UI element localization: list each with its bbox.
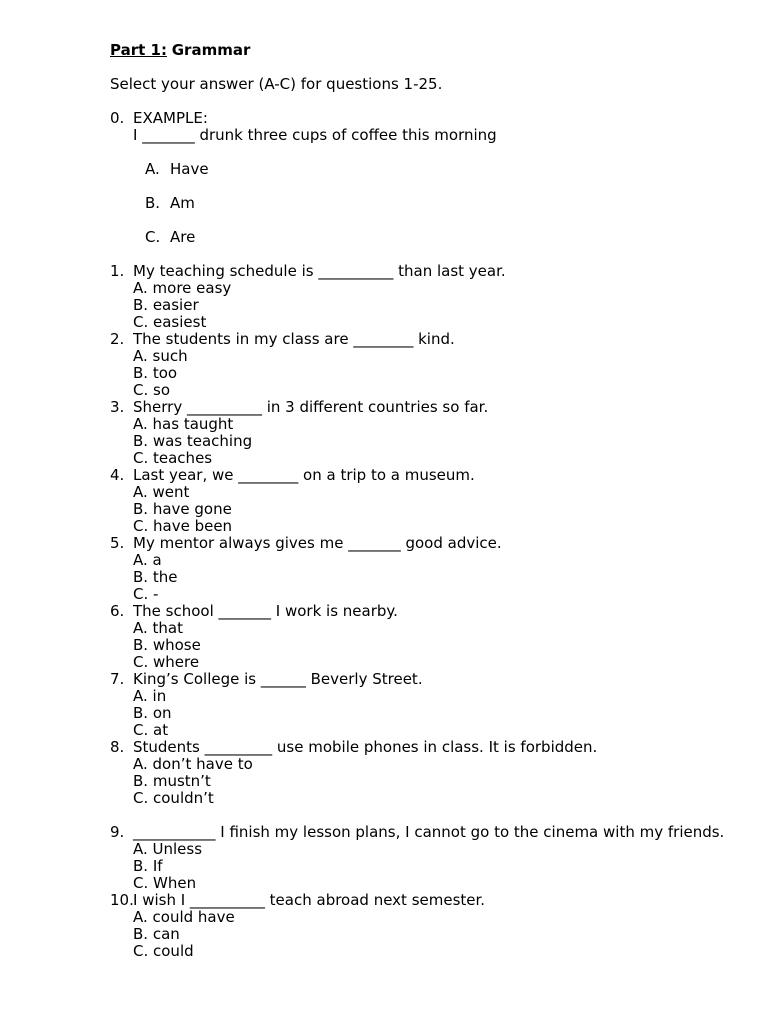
answer-option: B. mustn’t bbox=[133, 772, 211, 790]
answer-option: C. easiest bbox=[133, 313, 207, 331]
question-text: ___________ I finish my lesson plans, I cannot go to the cinema with my friends. bbox=[133, 823, 725, 841]
question-text: My mentor always gives me _______ good advice. bbox=[133, 534, 502, 552]
answer-option: C. so bbox=[133, 381, 171, 399]
question-number: 7. bbox=[110, 670, 125, 688]
answer-option: A. such bbox=[133, 347, 188, 365]
question-number: 4. bbox=[110, 466, 125, 484]
question-number: 10. bbox=[110, 891, 134, 909]
question-number: 9. bbox=[110, 823, 125, 841]
answer-option: A. Unless bbox=[133, 840, 203, 858]
question-7 bbox=[110, 671, 750, 739]
example-text: I _______ drunk three cups of coffee this morning bbox=[133, 126, 497, 144]
document-page bbox=[110, 42, 750, 960]
answer-option: C. at bbox=[133, 721, 169, 739]
question-number: 5. bbox=[110, 534, 125, 552]
answer-option: B. If bbox=[133, 857, 163, 875]
instructions: Select your answer (A-C) for questions 1-25. bbox=[110, 75, 443, 93]
answer-option: B. whose bbox=[133, 636, 201, 654]
question-text: My teaching schedule is __________ than last year. bbox=[133, 262, 506, 280]
answer-option: A. has taught bbox=[133, 415, 234, 433]
question-9 bbox=[110, 824, 750, 892]
answer-option: B. easier bbox=[133, 296, 199, 314]
answer-option: C. When bbox=[133, 874, 197, 892]
answer-option: C. where bbox=[133, 653, 200, 671]
answer-option: A. that bbox=[133, 619, 183, 637]
answer-option: B. have gone bbox=[133, 500, 232, 518]
question-1 bbox=[110, 263, 750, 331]
answer-option: B. too bbox=[133, 364, 178, 382]
example-label: EXAMPLE: bbox=[133, 109, 208, 127]
part-heading bbox=[110, 42, 750, 59]
question-4 bbox=[110, 467, 750, 535]
answer-option: A. in bbox=[133, 687, 167, 705]
question-6 bbox=[110, 603, 750, 671]
answer-option: C. have been bbox=[133, 517, 233, 535]
example-option: C. Are bbox=[145, 228, 196, 246]
answer-option: A. more easy bbox=[133, 279, 232, 297]
answer-option: A. went bbox=[133, 483, 190, 501]
question-number: 6. bbox=[110, 602, 125, 620]
question-number: 3. bbox=[110, 398, 125, 416]
question-text: Sherry __________ in 3 different countries so far. bbox=[133, 398, 489, 416]
question-number: 1. bbox=[110, 262, 125, 280]
answer-option: C. teaches bbox=[133, 449, 213, 467]
question-text: Last year, we ________ on a trip to a museum. bbox=[133, 466, 475, 484]
answer-option: C. could bbox=[133, 942, 194, 960]
example-option: A. Have bbox=[145, 160, 209, 178]
answer-option: B. was teaching bbox=[133, 432, 253, 450]
example-question bbox=[110, 110, 750, 246]
answer-option: C. couldn’t bbox=[133, 789, 214, 807]
question-3 bbox=[110, 399, 750, 467]
answer-option: B. the bbox=[133, 568, 178, 586]
question-10 bbox=[110, 892, 750, 960]
answer-option: A. don’t have to bbox=[133, 755, 253, 773]
question-text: King’s College is ______ Beverly Street. bbox=[133, 670, 423, 688]
answer-option: A. a bbox=[133, 551, 162, 569]
question-number: 2. bbox=[110, 330, 125, 348]
part-label: Part 1: bbox=[110, 41, 167, 59]
example-option: B. Am bbox=[145, 194, 195, 212]
question-8 bbox=[110, 739, 750, 807]
question-2 bbox=[110, 331, 750, 399]
question-text: Students _________ use mobile phones in class. It is forbidden. bbox=[133, 738, 598, 756]
question-text: The school _______ I work is nearby. bbox=[133, 602, 398, 620]
part-title: Grammar bbox=[171, 41, 251, 59]
question-5 bbox=[110, 535, 750, 603]
answer-option: B. on bbox=[133, 704, 172, 722]
answer-option: B. can bbox=[133, 925, 180, 943]
answer-option: C. - bbox=[133, 585, 159, 603]
question-text: The students in my class are ________ kind. bbox=[133, 330, 455, 348]
question-text: I wish I __________ teach abroad next semester. bbox=[133, 891, 486, 909]
question-number: 8. bbox=[110, 738, 125, 756]
answer-option: A. could have bbox=[133, 908, 235, 926]
question-number: 0. bbox=[110, 109, 125, 127]
